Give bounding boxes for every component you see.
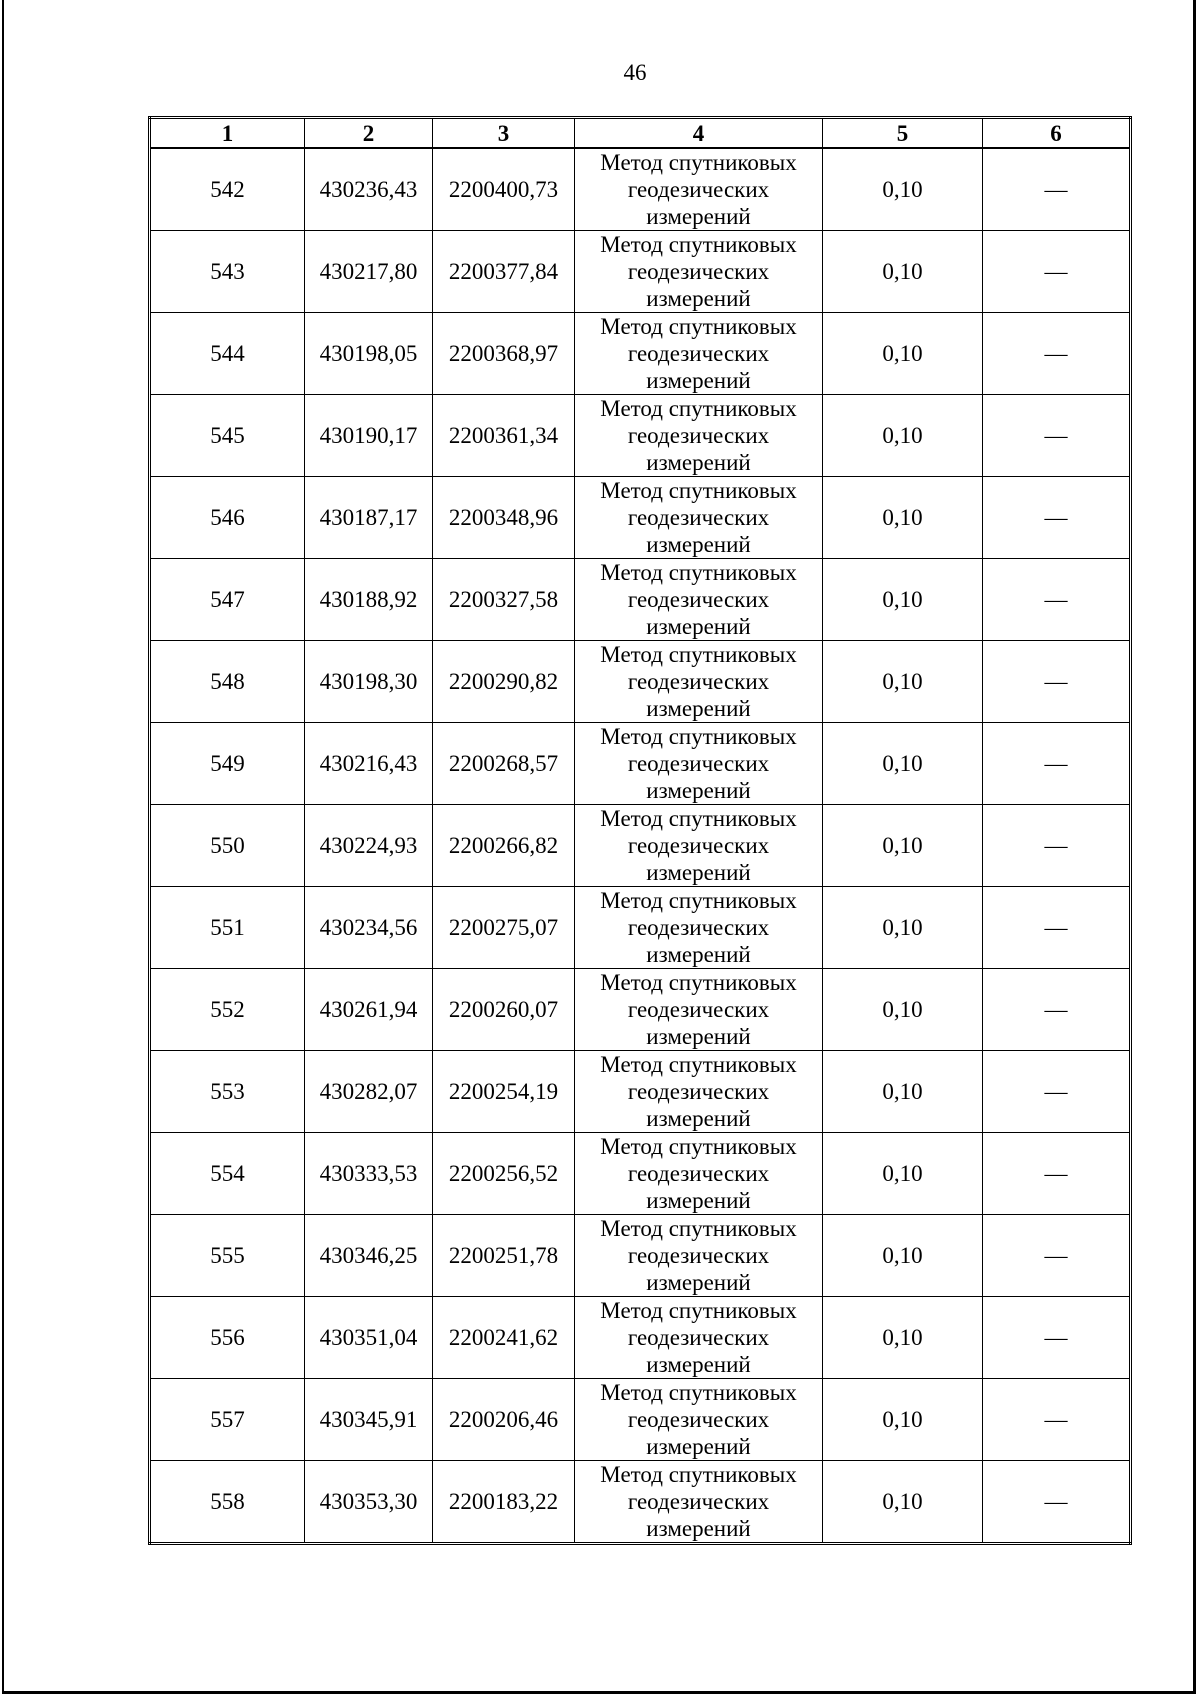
method-line: измерений (646, 1516, 751, 1541)
column-header: 2 (305, 118, 433, 149)
method-line: Метод спутниковых (600, 150, 797, 175)
method-line: Метод спутниковых (600, 970, 797, 995)
point-number-cell: 544 (150, 313, 305, 395)
description-cell: — (983, 1297, 1131, 1379)
y-coordinate-cell: 2200266,82 (433, 805, 575, 887)
x-coordinate-cell: 430351,04 (305, 1297, 433, 1379)
x-coordinate-cell: 430261,94 (305, 969, 433, 1051)
table-row (150, 1297, 1131, 1379)
y-coordinate-cell: 2200251,78 (433, 1215, 575, 1297)
table-row (150, 231, 1131, 313)
method-line: Метод спутниковых (600, 396, 797, 421)
accuracy-cell: 0,10 (823, 395, 983, 477)
column-header: 5 (823, 118, 983, 149)
method-cell (575, 231, 823, 313)
accuracy-cell: 0,10 (823, 231, 983, 313)
x-coordinate-cell: 430234,56 (305, 887, 433, 969)
method-cell (575, 887, 823, 969)
method-cell (575, 1461, 823, 1544)
x-coordinate-cell: 430190,17 (305, 395, 433, 477)
y-coordinate-cell: 2200183,22 (433, 1461, 575, 1544)
table-row (150, 641, 1131, 723)
method-line: измерений (646, 860, 751, 885)
method-line: Метод спутниковых (600, 888, 797, 913)
table-row (150, 559, 1131, 641)
table-row (150, 1133, 1131, 1215)
y-coordinate-cell: 2200241,62 (433, 1297, 575, 1379)
method-line: измерений (646, 942, 751, 967)
x-coordinate-cell: 430236,43 (305, 148, 433, 231)
y-coordinate-cell: 2200206,46 (433, 1379, 575, 1461)
method-line: измерений (646, 696, 751, 721)
method-cell (575, 723, 823, 805)
method-cell (575, 148, 823, 231)
description-cell: — (983, 969, 1131, 1051)
method-cell (575, 1133, 823, 1215)
table-row (150, 969, 1131, 1051)
accuracy-cell: 0,10 (823, 1297, 983, 1379)
table-row (150, 1461, 1131, 1544)
y-coordinate-cell: 2200260,07 (433, 969, 575, 1051)
method-line: измерений (646, 1352, 751, 1377)
accuracy-cell: 0,10 (823, 477, 983, 559)
method-line: Метод спутниковых (600, 478, 797, 503)
x-coordinate-cell: 430282,07 (305, 1051, 433, 1133)
description-cell: — (983, 1461, 1131, 1544)
method-cell (575, 1051, 823, 1133)
method-line: измерений (646, 532, 751, 557)
description-cell: — (983, 1051, 1131, 1133)
table-row (150, 148, 1131, 231)
table-row (150, 723, 1131, 805)
method-line: геодезических (627, 997, 770, 1022)
method-line: геодезических (627, 1489, 770, 1514)
method-line: геодезических (627, 1407, 770, 1432)
description-cell: — (983, 641, 1131, 723)
method-line: геодезических (627, 341, 770, 366)
table-header-row (150, 118, 1131, 149)
accuracy-cell: 0,10 (823, 559, 983, 641)
point-number-cell: 543 (150, 231, 305, 313)
column-header: 6 (983, 118, 1131, 149)
accuracy-cell: 0,10 (823, 1215, 983, 1297)
method-line: Метод спутниковых (600, 1134, 797, 1159)
x-coordinate-cell: 430345,91 (305, 1379, 433, 1461)
accuracy-cell: 0,10 (823, 1051, 983, 1133)
method-line: Метод спутниковых (600, 1380, 797, 1405)
description-cell: — (983, 1215, 1131, 1297)
method-line: геодезических (627, 833, 770, 858)
method-line: Метод спутниковых (600, 232, 797, 257)
table-row (150, 395, 1131, 477)
table-row (150, 805, 1131, 887)
method-cell (575, 313, 823, 395)
method-line: геодезических (627, 587, 770, 612)
table-row (150, 1379, 1131, 1461)
method-line: геодезических (627, 1161, 770, 1186)
y-coordinate-cell: 2200348,96 (433, 477, 575, 559)
method-line: Метод спутниковых (600, 1298, 797, 1323)
x-coordinate-cell: 430187,17 (305, 477, 433, 559)
method-line: геодезических (627, 1325, 770, 1350)
method-line: Метод спутниковых (600, 1462, 797, 1487)
point-number-cell: 550 (150, 805, 305, 887)
x-coordinate-cell: 430217,80 (305, 231, 433, 313)
table-row (150, 477, 1131, 559)
y-coordinate-cell: 2200327,58 (433, 559, 575, 641)
description-cell: — (983, 887, 1131, 969)
column-header: 3 (433, 118, 575, 149)
method-line: геодезических (627, 751, 770, 776)
method-line: геодезических (627, 177, 770, 202)
y-coordinate-cell: 2200290,82 (433, 641, 575, 723)
table-row (150, 1051, 1131, 1133)
description-cell: — (983, 805, 1131, 887)
point-number-cell: 549 (150, 723, 305, 805)
point-number-cell: 545 (150, 395, 305, 477)
method-line: Метод спутниковых (600, 1052, 797, 1077)
table-row (150, 887, 1131, 969)
point-number-cell: 548 (150, 641, 305, 723)
x-coordinate-cell: 430198,05 (305, 313, 433, 395)
method-line: геодезических (627, 1243, 770, 1268)
x-coordinate-cell: 430353,30 (305, 1461, 433, 1544)
method-line: измерений (646, 1188, 751, 1213)
x-coordinate-cell: 430188,92 (305, 559, 433, 641)
column-header: 4 (575, 118, 823, 149)
method-line: измерений (646, 778, 751, 803)
point-number-cell: 547 (150, 559, 305, 641)
description-cell: — (983, 477, 1131, 559)
method-cell (575, 641, 823, 723)
point-number-cell: 542 (150, 148, 305, 231)
accuracy-cell: 0,10 (823, 723, 983, 805)
table-row (150, 313, 1131, 395)
y-coordinate-cell: 2200368,97 (433, 313, 575, 395)
description-cell: — (983, 231, 1131, 313)
method-line: геодезических (627, 669, 770, 694)
method-line: геодезических (627, 423, 770, 448)
point-number-cell: 553 (150, 1051, 305, 1133)
y-coordinate-cell: 2200268,57 (433, 723, 575, 805)
method-line: геодезических (627, 915, 770, 940)
method-cell (575, 969, 823, 1051)
method-line: Метод спутниковых (600, 314, 797, 339)
point-number-cell: 556 (150, 1297, 305, 1379)
y-coordinate-cell: 2200254,19 (433, 1051, 575, 1133)
description-cell: — (983, 148, 1131, 231)
method-cell (575, 395, 823, 477)
coordinates-table (148, 116, 1132, 1545)
point-number-cell: 558 (150, 1461, 305, 1544)
method-cell (575, 1297, 823, 1379)
accuracy-cell: 0,10 (823, 1461, 983, 1544)
method-cell (575, 477, 823, 559)
description-cell: — (983, 1133, 1131, 1215)
accuracy-cell: 0,10 (823, 805, 983, 887)
method-line: измерений (646, 368, 751, 393)
description-cell: — (983, 1379, 1131, 1461)
y-coordinate-cell: 2200377,84 (433, 231, 575, 313)
method-line: геодезических (627, 259, 770, 284)
method-line: измерений (646, 286, 751, 311)
accuracy-cell: 0,10 (823, 148, 983, 231)
accuracy-cell: 0,10 (823, 1379, 983, 1461)
description-cell: — (983, 313, 1131, 395)
method-line: Метод спутниковых (600, 560, 797, 585)
method-line: измерений (646, 614, 751, 639)
description-cell: — (983, 559, 1131, 641)
method-line: Метод спутниковых (600, 642, 797, 667)
point-number-cell: 557 (150, 1379, 305, 1461)
point-number-cell: 546 (150, 477, 305, 559)
method-line: Метод спутниковых (600, 806, 797, 831)
accuracy-cell: 0,10 (823, 313, 983, 395)
point-number-cell: 552 (150, 969, 305, 1051)
accuracy-cell: 0,10 (823, 641, 983, 723)
x-coordinate-cell: 430346,25 (305, 1215, 433, 1297)
accuracy-cell: 0,10 (823, 1133, 983, 1215)
x-coordinate-cell: 430216,43 (305, 723, 433, 805)
method-cell (575, 1215, 823, 1297)
method-line: измерений (646, 1106, 751, 1131)
method-line: Метод спутниковых (600, 1216, 797, 1241)
method-line: измерений (646, 1270, 751, 1295)
column-header: 1 (150, 118, 305, 149)
method-line: Метод спутниковых (600, 724, 797, 749)
method-line: геодезических (627, 505, 770, 530)
point-number-cell: 555 (150, 1215, 305, 1297)
method-line: геодезических (627, 1079, 770, 1104)
accuracy-cell: 0,10 (823, 969, 983, 1051)
method-line: измерений (646, 1434, 751, 1459)
table-row (150, 1215, 1131, 1297)
table-body (150, 148, 1131, 1544)
method-line: измерений (646, 204, 751, 229)
method-cell (575, 559, 823, 641)
method-line: измерений (646, 450, 751, 475)
description-cell: — (983, 395, 1131, 477)
x-coordinate-cell: 430333,53 (305, 1133, 433, 1215)
page-number: 46 (623, 60, 647, 85)
method-cell (575, 805, 823, 887)
x-coordinate-cell: 430224,93 (305, 805, 433, 887)
point-number-cell: 554 (150, 1133, 305, 1215)
y-coordinate-cell: 2200256,52 (433, 1133, 575, 1215)
y-coordinate-cell: 2200275,07 (433, 887, 575, 969)
method-line: измерений (646, 1024, 751, 1049)
y-coordinate-cell: 2200361,34 (433, 395, 575, 477)
point-number-cell: 551 (150, 887, 305, 969)
x-coordinate-cell: 430198,30 (305, 641, 433, 723)
method-cell (575, 1379, 823, 1461)
y-coordinate-cell: 2200400,73 (433, 148, 575, 231)
description-cell: — (983, 723, 1131, 805)
accuracy-cell: 0,10 (823, 887, 983, 969)
